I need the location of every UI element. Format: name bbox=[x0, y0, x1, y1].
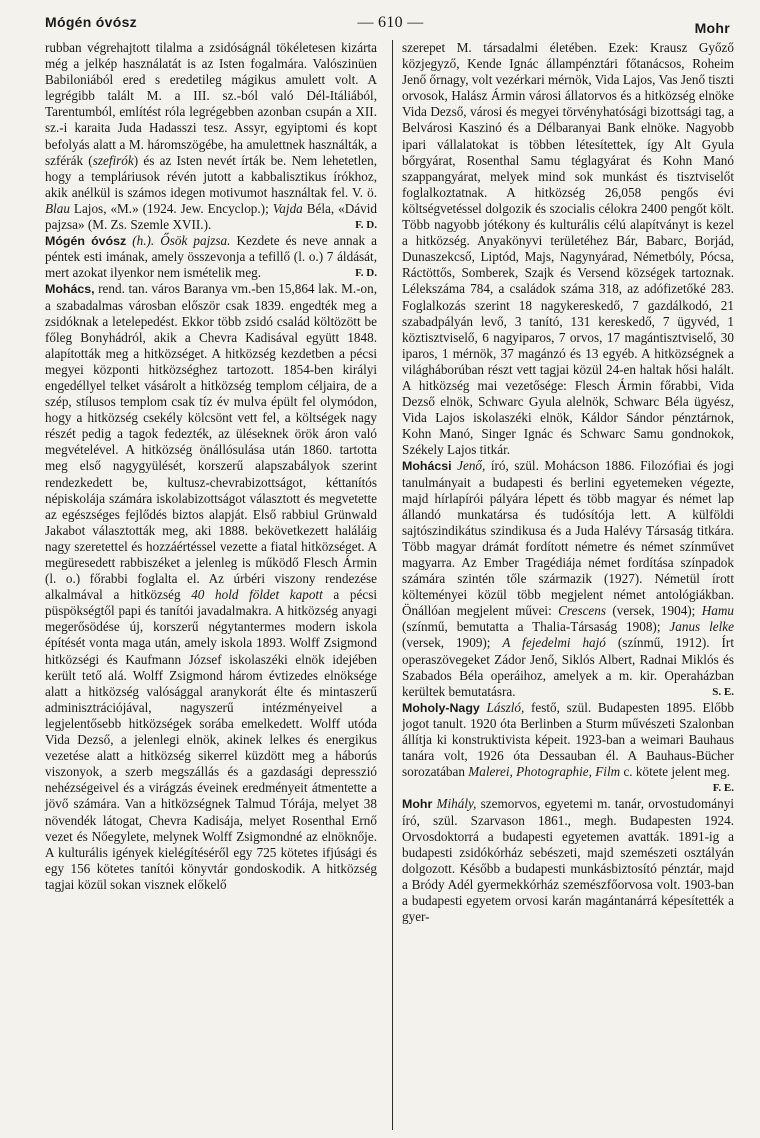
author-signature: F. D. bbox=[355, 267, 377, 280]
author-signature: F. D. bbox=[355, 219, 377, 232]
running-header bbox=[45, 0, 736, 36]
entry-moholy-nagy: Moholy-Nagy László, festő, szül. Budapesten 1895. Előbb jogot tanult. 1920 óta Berlinben a Sturm művészeti Szalonban állítja ki konstruktivista képeit. 1923-ban a weimari Bauhaus tanára volt, 1926 óta Dessauban él. A Bauhaus-Bücher sorozatában Malerei, Photographie, Film c. kötete jelent meg. F. E. bbox=[402, 700, 734, 797]
entry-magen-david-continued: rubban végrehajtott tilalma a zsidóságnál tökéletesen kizárta még a jelkép használatát is az Isten fogalmára. Valószinüen Babiloniából ered s eredetileg mágikus amulett volt. A legrégibb talált M. a III. sz.-ból való Dél-Itáliából, Tarentumból, említést róla legrégebben azonban csupán a XII. sz.-i karaita Juda Hadasszi tesz. Assyr, egyiptomi és kopt befolyás alatt a M. háromszögébe, ha amulettnek használták, a szférák (szefirók) és az Isten nevét írták be. Nem lehetetlen, hogy a templáriusok révén jutott a kabbalisztikus írókhoz, akik anélkül is számos idegen motivumot használtak fel. V. ö. Blau Lajos, «M.» (1924. Jew. Encyclop.); Vajda Béla, «Dávid pajzsa» (M. Zs. Szemle XVII.). F. D. bbox=[45, 40, 377, 233]
entry-headword: Mógén óvósz bbox=[45, 234, 127, 249]
author-signature: S. E. bbox=[712, 685, 734, 698]
entry-mohacs-continued: szerepet M. társadalmi életében. Ezek: Krausz Győző közjegyző, Kende Ignác állampénztári főtanácsos, Roheim Jenő őrnagy, volt vezérkari mérnök, Vida Lajos, Vas Jenő tiszti orvosok, Halász Ármin városi állatorvos és a hitközség elnöke Vida Dezső, városi és megyei törvényhatósági bizottsági tag, a Belvárosi Kaszinó és a Délbaranyai Bank elnöke. Nagyobb ipari vállalatokat is többen létesítettek, így Alt Gyula bőrgyárat, Rosenthal Samu téglagyárat és Kohn Manó szappangyárat, melyek mind sok munkást és tisztviselőt foglalkoztatnak. A hitközség 26,058 pengős évi költségvetéssel dolgozik és szocialis célokra 2400 pengőt költ. Több nagyobb jótékony és kulturális célú alapítványt is kezel a hitközség. Anyakönyvi területéhez Bár, Babarc, Borjád, Dunaszekcső, Liptód, Majs, Nagynyárad, Németbóly, Pócsa, Ráctöttős, Somberek, Szajk és Versend községek tartoznak. Lélekszáma 784, a családok száma 318, az adófizetőké 283. Foglalkozás szerint 18 nagykereskedő, 7 gazdálkodó, 21 szabadpályán levő, 3 tanító, 131 kereskedő, 7 ügyvéd, 1 köztisztviselő, 6 nagyiparos, 7 orvos, 17 magántisztviselő, 30 iparos, 1 mérnök, 37 magánzó és 13 egyéb. A hitközségnek a világháborúban részt vett tagjai közül 24-en haltak hősi halált. A hitközség mai vezetősége: Flesch Ármin főrabbi, Vida Dezső elnök, Schwarc Gyula alelnök, Schwarc Béla ügyész, Vida Lajos iskolaszéki elnök, Káldor Sándor pénztárnok, Kohn Manó, Singer Ignác és Schwarc Samu gondnokok, Székely Lajos titkár. bbox=[402, 40, 734, 458]
right-column bbox=[400, 40, 734, 1130]
column-divider bbox=[392, 40, 393, 1130]
entry-mohacsi-jeno: Mohácsi Jenő, író, szül. Mohácson 1886. Filozófiai és jogi tanulmányait a budapesti és berlini egyetemeken végezte, majd hírlapírói pályára lépett és több magyar és német lap állandó munkatársa és tudósítója lett. A külföldi sajtószindikátus szindikusa és a Juda Halévy Társaság titkára. Több magyar drámát fordított németre és német színművet magyarra. Az Ember Tragédiája német fordítása színpadok számára szintén tőle származik (1927). Németül írott költeményei közül több megjelent német antológiákban. Önállóan megjelent művei: Crescens (versek, 1904); Hamu (színmű, bemutatta a Thalia-Társaság 1908); Janus lelke (versek, 1909); A fejedelmi hajó (színmű, 1912). Írt operaszövegeket Zádor Jenő, Siklós Albert, Radnai Miklós és Szabados Béla operáihoz, amelyek a m. kir. Operaházban kerültek bemutatásra. S. E. bbox=[402, 458, 735, 699]
header-right-guideword: Mohr bbox=[694, 20, 730, 36]
entry-mohacs: Mohács, rend. tan. város Baranya vm.-ben 15,864 lak. M.-on, a szabadalmas városban először csak 1839. engedték meg a zsidóknak a letelepedést. Ekkor több zsidó család költözött be főleg Bonyhádról, akik a Chevra Kadisával együtt 1848. alapították meg a hitközséget. A hitközség kezdetben a pécsi megyei központi hitközséghez tartozott. 1854-ben királyi engedéllyel telket vásárolt a hitközség templom céljaira, de a szép, stílusos templom csak tíz év mulva épült fel olymódon, hogy a hitközség csekély kölcsönt vett fel, a költségek nagy részét pedig a tagok fedezték, az üléseknek örök áron való megvételével. A hitközség önállósulása után 1860. tartotta meg első nagygyülését, korszerű alapszabályok szerint rendezkedett be, kultusz-chevrabizottságot, kéttanítós népiskolája számára iskolabizottságot választott és megvetette az egészséges fejlődés biztos alapját. Első rabbiul Grünwald Jakabot választották meg, aki 1888. bekövetkezett haláláig nagy szeretettel és hozzáértéssel vezette a fiatal hitközséget. A megüresedett rabbiszéket a jelenleg is működő Flesch Ármin (l. o.) főrabbi foglalta el. Az úrbéri viszony rendezése alkalmával a hitközség 40 hold földet kapott a pécsi püspökségtől papi és tanítói javadalmakra. A hitközség anyagi megerősödése új, korszerű négytantermes modern iskola építését vonta maga után, amely iskola 1893. Wolff Zsigmond hitközségi és Kaufmann József iskolaszéki elnök idejében került tető alá. Wolff Zsigmond három évtizedes elnöksége alatt a hitközség valósággal aranykorát élte és mintaszerű adminisztrációjával, nagyszerű intézményeivel a legjelentősebb hitközségek sorába emelkedett. Wolff utóda Vida Dezső, a jelenlegi elnök, akinek lelkes és energikus vezetése alatt a hitközség sikerrel küzdött meg a háborús viszonyok, a szerb megszállás és a gazdasági depresszió nehézségeivel és a virágzás éveinek eredményeit átmentette a jövő számára. Van a hitközségnek Talmud Tórája, melyet 38 növendék látogat, Chevra Kadisája, melyet Rosenthal Ernő vezet és Nőegylete, melynek Wolff Zsigmondné az elnöknője. A kulturális igények kielégítéséről egy 725 kötetes ifjúsági és egy 156 kötetes tanítói könyvtár gondoskodik. A hitközség tagjai közül sokan visznek előkelő bbox=[45, 281, 377, 892]
entry-headword: Mohácsi bbox=[402, 459, 452, 474]
entry-mogen-ovosz: Mógén óvósz (h.). Ősök pajzsa. Kezdete és neve annak a péntek esti imának, amely összevonja a tefillő (l. o.) 7 áldását, mert azokat ilyenkor nem ismételik meg. F. D. bbox=[45, 233, 377, 281]
entry-mohr: Mohr Mihály, szemorvos, egyetemi m. tanár, orvostudományi író, szül. Szarvason 1861., megh. Budapesten 1924. Orvosdoktorrá a budapesti egyetemen avatták. 1891-ig a budapesti zsidókórház sebészeti, majd szemészeti osztályán dolgozott. Később a budapesti munkásbiztosító pénztár, majd a Bródy Adél gyermekkórház szemészfőorvosa volt. 1903-ban a budapesti egyetem orvosi karán magántanárrá képesítették a gyer- bbox=[402, 796, 734, 925]
page-number: — 610 — bbox=[357, 14, 424, 31]
entry-headword: Mohács, bbox=[45, 282, 95, 297]
text-columns bbox=[45, 40, 738, 1130]
entry-headword: Moholy-Nagy bbox=[402, 700, 480, 715]
author-signature: F. E. bbox=[712, 782, 734, 795]
header-left-guideword: Mógén óvósz bbox=[45, 14, 137, 30]
left-column bbox=[45, 40, 385, 1130]
entry-headword: Mohr bbox=[402, 797, 433, 812]
